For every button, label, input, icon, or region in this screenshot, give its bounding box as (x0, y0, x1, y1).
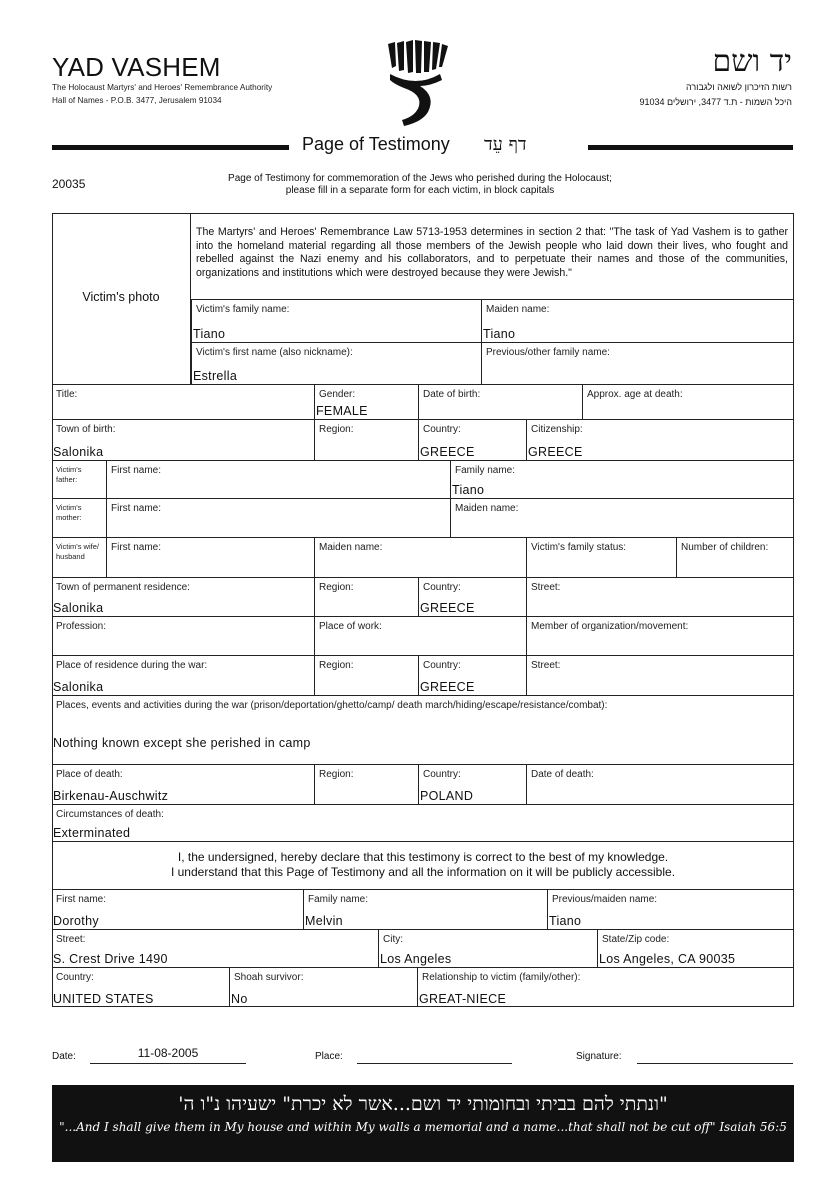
field-value: POLAND (420, 789, 474, 803)
father-first-name-field[interactable] (106, 460, 450, 498)
submitter-family-name-field[interactable] (303, 889, 547, 929)
signature-label: Signature: (576, 1051, 622, 1062)
field-label: Member of organization/movement: (531, 621, 689, 632)
hebrew-subtitle: רשות הזיכרון לשואה ולגבורה (685, 82, 792, 92)
field-label: Maiden name: (319, 542, 383, 553)
field-label: Gender: (319, 389, 356, 400)
field-label: Previous/maiden name: (552, 894, 658, 905)
field-label: Family name: (455, 465, 516, 476)
field-value: Melvin (305, 914, 343, 928)
victim-first-name-field[interactable] (191, 342, 481, 384)
field-value: Salonika (53, 601, 104, 615)
field-label: Region: (319, 424, 354, 435)
field-label: Places, events and activities during the war (prison/deportation/ghetto/camp/ death march/hiding/escape/resistance/combat): (56, 700, 608, 711)
field-label: Country: (423, 769, 461, 780)
intro-line-2: please fill in a separate form for each victim, in block capitals (285, 185, 555, 196)
relationship-field[interactable] (417, 967, 794, 1007)
date-line (90, 1063, 246, 1064)
field-label: Approx. age at death: (587, 389, 683, 400)
birth-region-field[interactable] (314, 419, 418, 460)
field-label: Number of children: (681, 542, 769, 553)
field-label: Place of residence during the war: (56, 660, 208, 671)
yad-vashem-logo-icon (386, 40, 448, 126)
war-events-field[interactable] (52, 695, 794, 764)
date-label: Date: (52, 1051, 76, 1062)
authority-address: Hall of Names - P.O.B. 3477, Jerusalem 91034 (52, 96, 222, 105)
declaration-line-1: I, the undersigned, hereby declare that this testimony is correct to the best of my knowledge. (177, 850, 669, 864)
field-label: Date of birth: (423, 389, 481, 400)
victim-previous-name-field[interactable] (481, 342, 794, 384)
quote-hebrew: "ונתתי להם בביתי ובחומותי יד ושם...אשר לא יכרת" ישעיהו נ"ו ה' (178, 1093, 668, 1115)
declaration-line-2: I understand that this Page of Testimony and all the information on it will be publicly accessible. (170, 865, 676, 879)
page-title-hebrew: דף עֵד (484, 134, 527, 155)
profession-field[interactable] (52, 616, 314, 655)
town-of-birth-field[interactable] (52, 419, 314, 460)
field-label: Region: (319, 660, 354, 671)
field-label: Shoah survivor: (234, 972, 304, 983)
field-label: Profession: (56, 621, 107, 632)
spouse-side-label-cell (52, 537, 106, 577)
field-value: Estrella (193, 369, 238, 383)
field-label: First name: (56, 894, 107, 905)
field-label: Country: (423, 424, 461, 435)
field-value: Salonika (53, 445, 104, 459)
field-label: Previous/other family name: (486, 347, 610, 358)
field-label: Relationship to victim (family/other): (422, 972, 581, 983)
field-label: Maiden name: (486, 304, 550, 315)
shoah-survivor-field[interactable] (229, 967, 417, 1007)
submitter-street-field[interactable] (52, 929, 378, 967)
isaiah-quote-banner (52, 1085, 794, 1162)
war-region-field[interactable] (314, 655, 418, 695)
submitter-state-zip-field[interactable] (597, 929, 794, 967)
war-street-field[interactable] (526, 655, 794, 695)
field-value: GREECE (420, 680, 475, 694)
hebrew-address: היכל השמות - ת.ד 3477, ירושלים 91034 (639, 97, 792, 107)
field-label: Region: (319, 582, 354, 593)
field-label: Country: (423, 582, 461, 593)
submitter-previous-name-field[interactable] (547, 889, 794, 929)
photo-label: Victim's photo (82, 290, 160, 304)
place-label: Place: (315, 1051, 343, 1062)
residence-country-field[interactable] (418, 577, 526, 616)
side-label: Victim's wife/ husband (56, 542, 99, 561)
residence-street-field[interactable] (526, 577, 794, 616)
field-value: GREAT-NIECE (419, 992, 507, 1006)
field-value: Tiano (483, 327, 516, 341)
field-value: FEMALE (316, 404, 368, 418)
field-label: Street: (531, 660, 561, 671)
field-value: Salonika (53, 680, 104, 694)
victim-age-field[interactable] (582, 384, 794, 419)
war-residence-field[interactable] (52, 655, 314, 695)
law-text: The Martyrs' and Heroes' Remembrance Law 5713-1953 determines in section 2 that: "The task of Yad Vashem is to gather into the homeland material regarding all those members of the Jewish people who laid down their lives, who fought and rebelled against the Nazi enemy and his collaborators, and to perpetuate their names and those of the communities, organizations and institutions which were destroyed because they were Jewish." (196, 226, 788, 279)
field-value: Exterminated (53, 826, 131, 840)
quote-english: "...And I shall give them in My house and within My walls a memorial and a name...that shall not be cut off" Isaiah 56:5 (59, 1120, 787, 1134)
victim-family-name-field[interactable] (191, 299, 481, 342)
field-label: Family name: (308, 894, 369, 905)
field-label: Circumstances of death: (56, 809, 164, 820)
field-label: Maiden name: (455, 503, 519, 514)
place-of-work-field[interactable] (314, 616, 526, 655)
field-label: Street: (56, 934, 86, 945)
number-of-children-field[interactable] (676, 537, 794, 577)
title-rule-left (52, 145, 289, 150)
field-value: Tiano (452, 483, 485, 497)
intro-line-1: Page of Testimony for commemoration of the Jews who perished during the Holocaust; (228, 173, 612, 184)
submitter-first-name-field[interactable] (52, 889, 303, 929)
field-label: State/Zip code: (602, 934, 670, 945)
field-value: Birkenau-Auschwitz (53, 789, 169, 803)
hebrew-brand-name: יד ושם (712, 44, 792, 79)
residence-town-field[interactable] (52, 577, 314, 616)
field-value: GREECE (420, 601, 475, 615)
field-label: Victim's family name: (196, 304, 290, 315)
death-region-field[interactable] (314, 764, 418, 804)
field-label: Place of death: (56, 769, 123, 780)
field-label: Town of birth: (56, 424, 116, 435)
field-label: Region: (319, 769, 354, 780)
field-label: Country: (56, 972, 94, 983)
field-label: Victim's first name (also nickname): (196, 347, 353, 358)
field-value: Tiano (549, 914, 582, 928)
residence-region-field[interactable] (314, 577, 418, 616)
field-label: First name: (111, 465, 162, 476)
date-of-death-field[interactable] (526, 764, 794, 804)
organization-field[interactable] (526, 616, 794, 655)
father-side-label-cell (52, 460, 106, 498)
family-status-field[interactable] (526, 537, 676, 577)
side-label: Victim's mother: (56, 503, 82, 522)
date-value[interactable]: 11-08-2005 (137, 1046, 199, 1060)
field-label: Street: (531, 582, 561, 593)
field-value: Los Angeles, CA 90035 (599, 952, 736, 966)
mother-side-label-cell (52, 498, 106, 537)
page-title: Page of Testimony (302, 134, 450, 154)
field-label: City: (383, 934, 403, 945)
field-value: GREECE (420, 445, 475, 459)
place-line (357, 1063, 512, 1064)
field-label: Place of work: (319, 621, 382, 632)
field-label: Town of permanent residence: (56, 582, 190, 593)
father-family-name-field[interactable] (450, 460, 794, 498)
victim-maiden-name-field[interactable] (481, 299, 794, 342)
field-value: Nothing known except she perished in camp (53, 736, 311, 750)
field-value: Tiano (193, 327, 226, 341)
birth-country-field[interactable] (418, 419, 526, 460)
mother-first-name-field[interactable] (106, 498, 450, 537)
field-label: First name: (111, 503, 162, 514)
field-value: Los Angeles (380, 952, 452, 966)
war-country-field[interactable] (418, 655, 526, 695)
death-country-field[interactable] (418, 764, 526, 804)
circumstances-of-death-field[interactable] (52, 804, 794, 841)
mother-maiden-name-field[interactable] (450, 498, 794, 537)
victim-title-field[interactable] (52, 384, 314, 419)
field-label: Citizenship: (531, 424, 583, 435)
spouse-first-name-field[interactable] (106, 537, 314, 577)
submitter-country-field[interactable] (52, 967, 229, 1007)
field-value: UNITED STATES (53, 992, 154, 1006)
citizenship-field[interactable] (526, 419, 794, 460)
authority-subtitle: The Holocaust Martyrs' and Heroes' Remembrance Authority (52, 83, 273, 92)
brand-name: YAD VASHEM (52, 52, 221, 82)
spouse-maiden-name-field[interactable] (314, 537, 526, 577)
submitter-city-field[interactable] (378, 929, 597, 967)
victim-dob-field[interactable] (418, 384, 582, 419)
place-of-death-field[interactable] (52, 764, 314, 804)
field-value: No (231, 992, 248, 1006)
field-value: GREECE (528, 445, 583, 459)
field-label: Date of death: (531, 769, 594, 780)
side-label: Victim's father: (56, 465, 82, 484)
field-value: Dorothy (53, 914, 99, 928)
field-label: Country: (423, 660, 461, 671)
field-label: First name: (111, 542, 162, 553)
field-label: Title: (56, 389, 78, 400)
signature-line (637, 1063, 793, 1064)
field-label: Victim's family status: (531, 542, 627, 553)
form-id: 20035 (52, 177, 86, 191)
title-rule-right (588, 145, 793, 150)
field-value: S. Crest Drive 1490 (53, 952, 168, 966)
victim-gender-field[interactable] (314, 384, 418, 419)
